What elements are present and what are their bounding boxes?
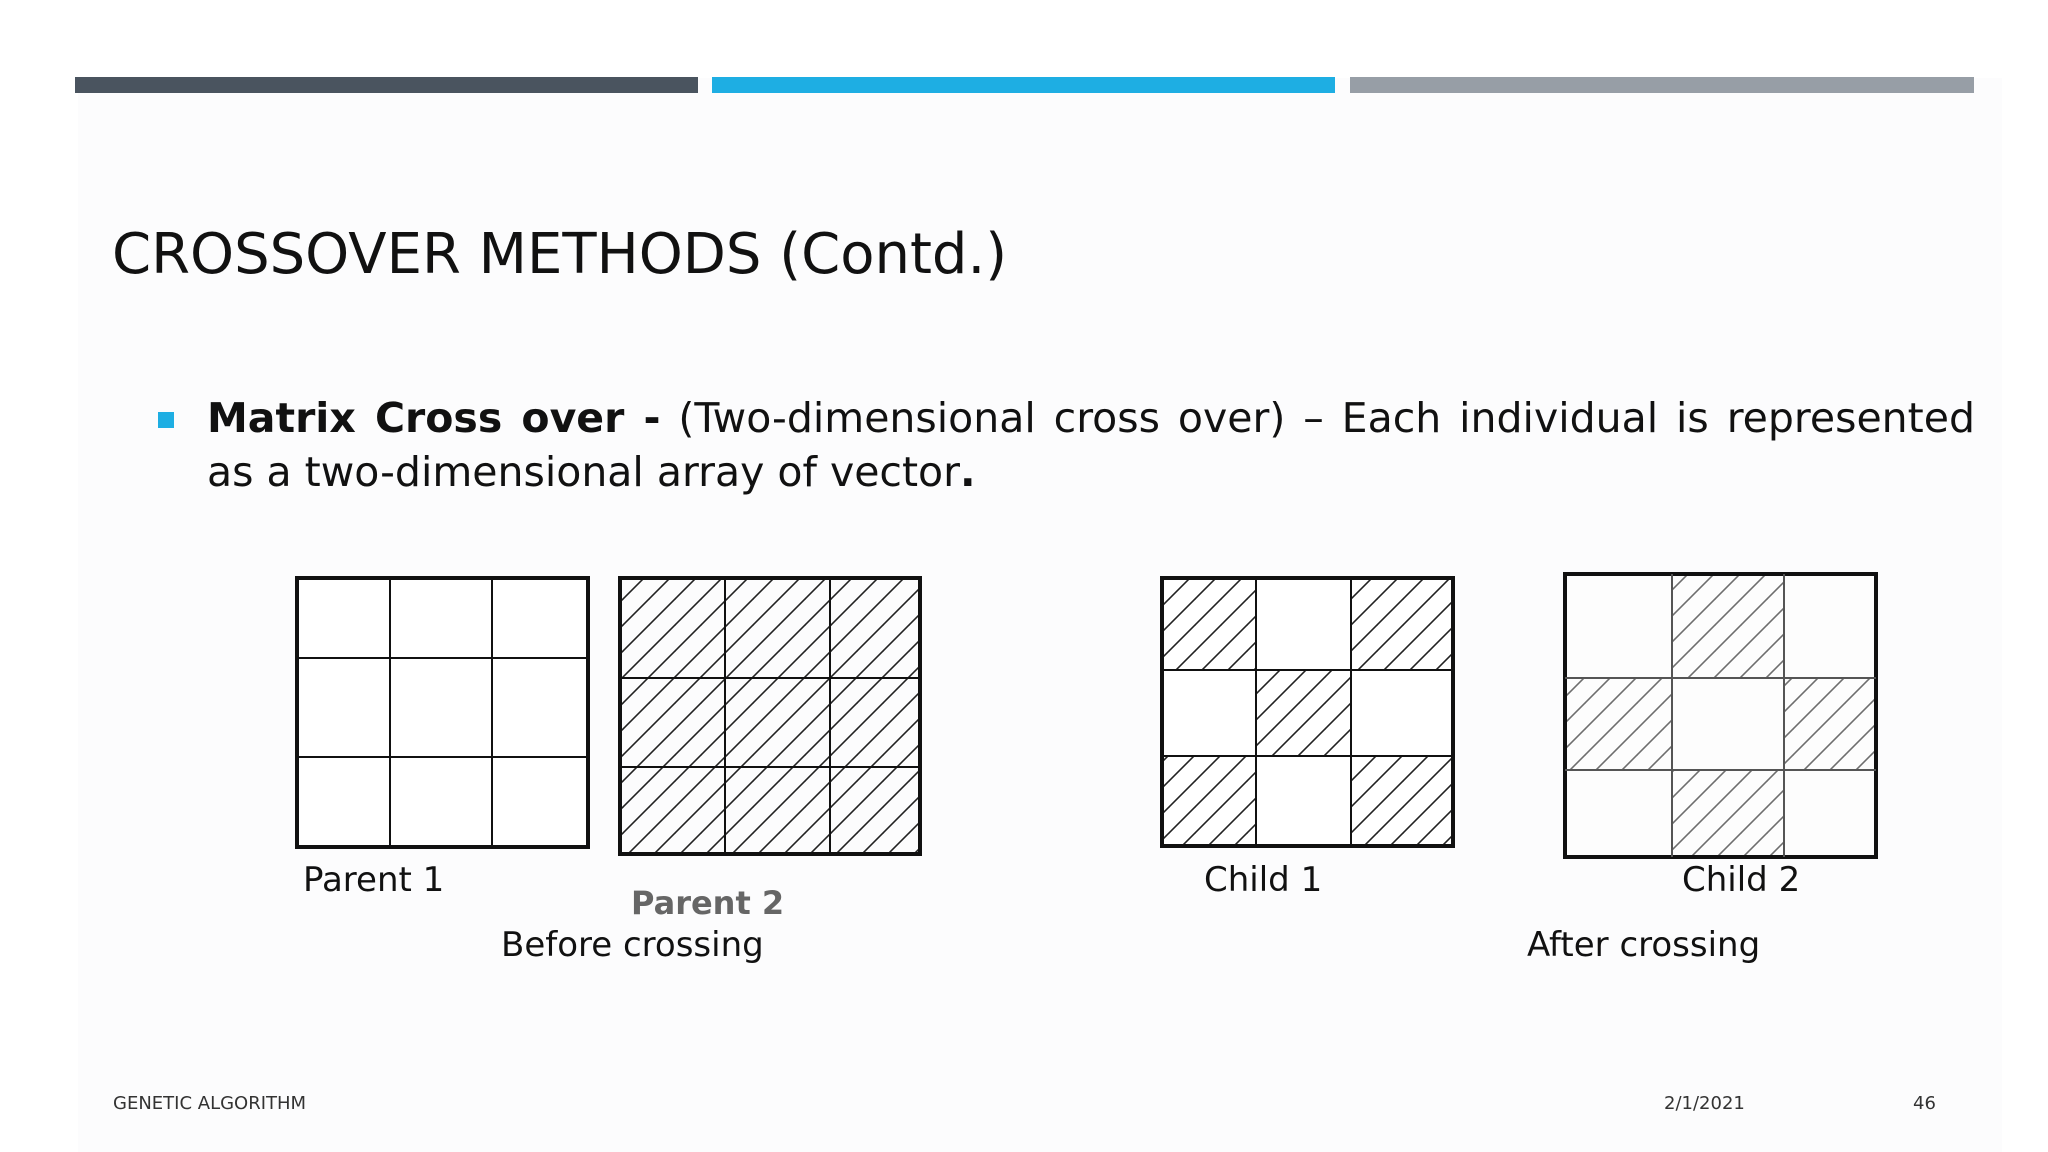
parent2-grid — [620, 578, 920, 854]
footer-title: GENETIC ALGORITHM — [113, 1093, 307, 1114]
footer-page-number: 46 — [1913, 1093, 1936, 1114]
slide-title: CROSSOVER METHODS (Contd.) — [112, 222, 1008, 287]
parent2-label: Parent 2 — [631, 884, 785, 922]
bullet-end-mark: . — [960, 448, 976, 496]
before-crossing-label: Before crossing — [501, 925, 764, 965]
child2-label: Child 2 — [1682, 860, 1801, 900]
after-crossing-label: After crossing — [1527, 925, 1761, 965]
bullet-bold-lead: Matrix Cross over - — [207, 394, 661, 442]
bullet-body: (Two-dimensional cross over) – Each individual is represented as a two-dimensional array of vector — [207, 394, 1975, 496]
parent1-grid — [297, 578, 588, 847]
child2-grid — [1565, 574, 1876, 857]
footer-date: 2/1/2021 — [1664, 1093, 1745, 1114]
child1-grid — [1162, 578, 1453, 846]
parent1-label: Parent 1 — [303, 860, 445, 900]
child1-label: Child 1 — [1204, 860, 1323, 900]
